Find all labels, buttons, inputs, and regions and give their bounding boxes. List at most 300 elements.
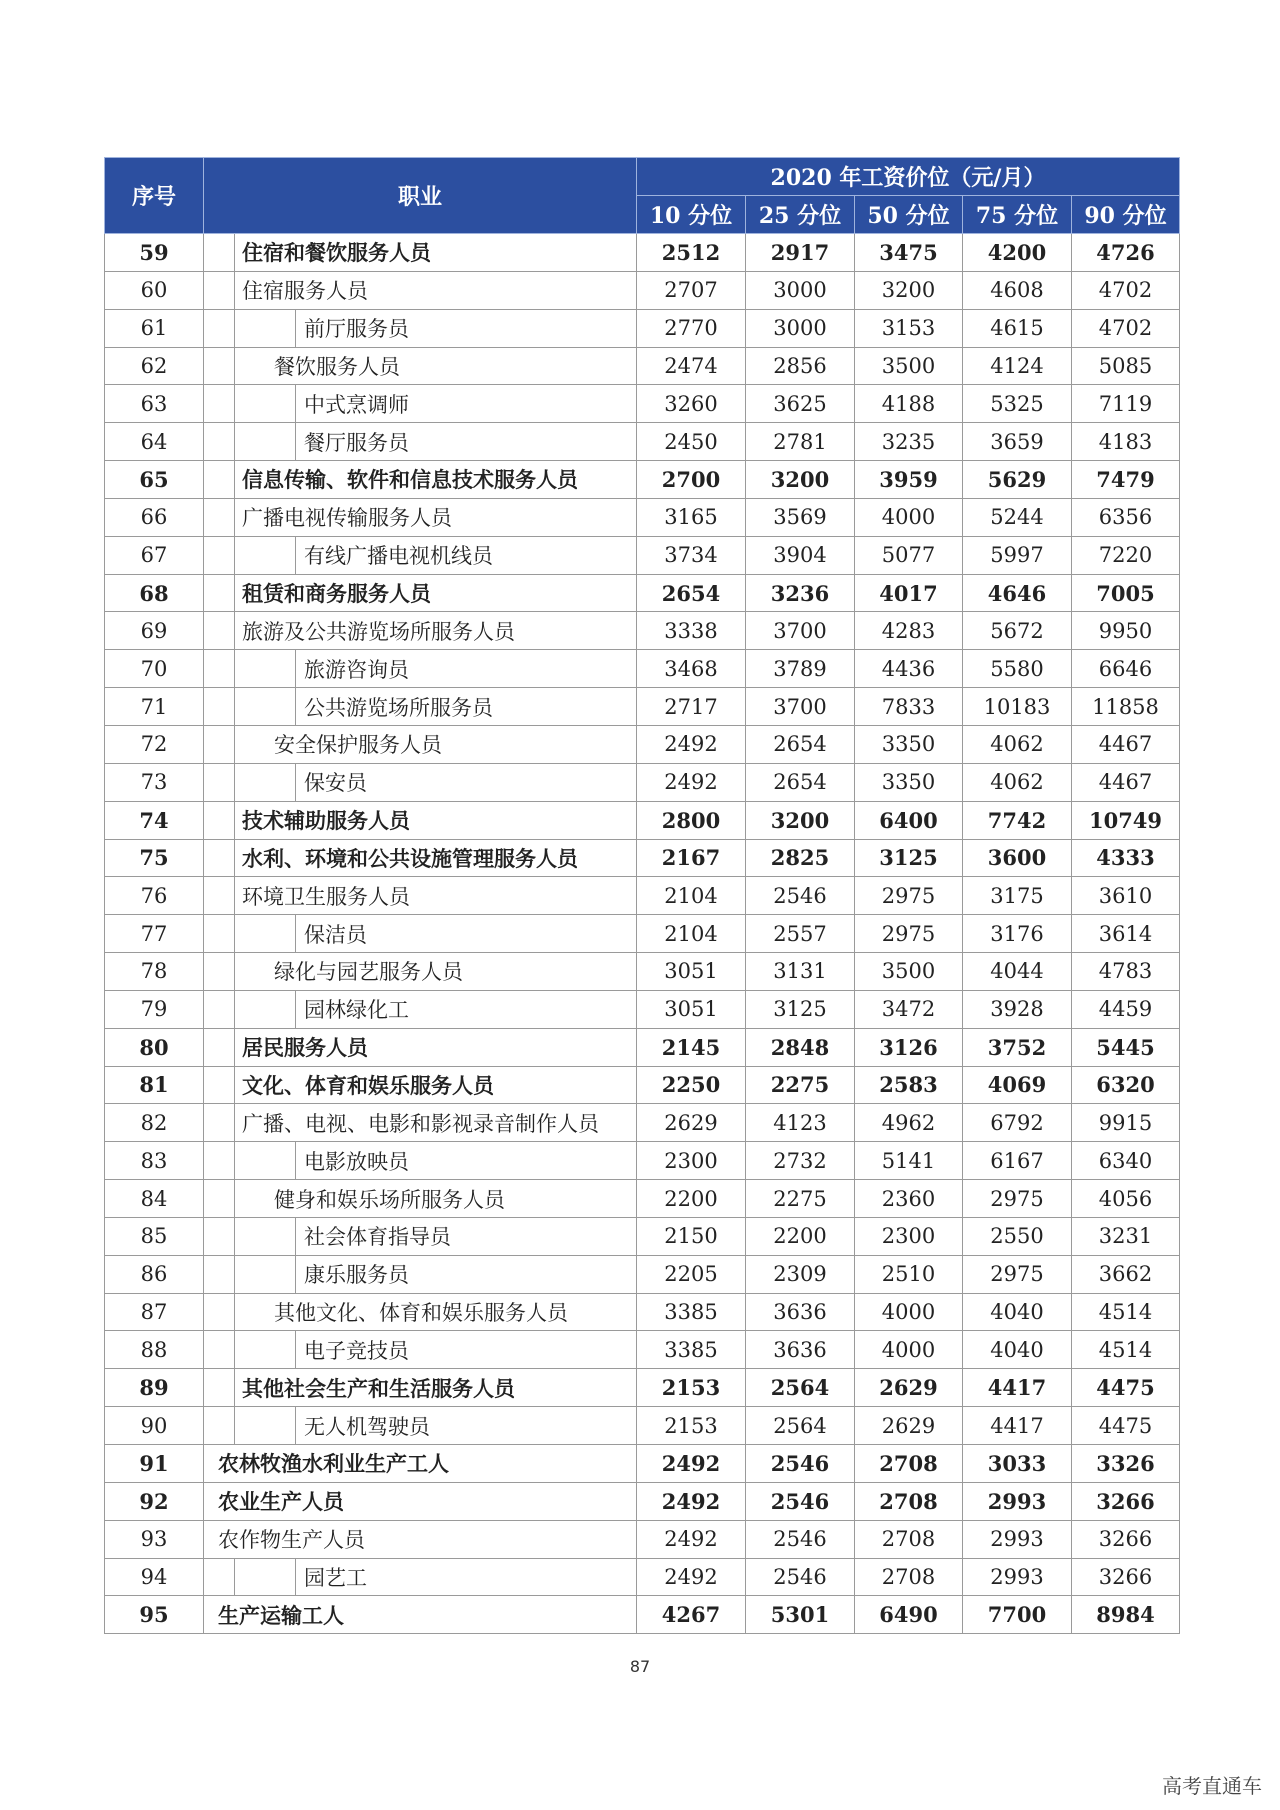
value-p25: 2200 (746, 1217, 855, 1255)
indent-rule (234, 423, 235, 460)
occupation-cell (204, 953, 637, 991)
value-p90: 11858 (1072, 688, 1180, 726)
table-row (105, 612, 1180, 650)
table-row (105, 877, 1180, 915)
indent-rule (234, 688, 235, 725)
indent-rule (234, 1331, 235, 1368)
value-p25: 3131 (746, 953, 855, 991)
table-body (105, 234, 1180, 1634)
value-p25: 2546 (746, 877, 855, 915)
occupation-cell (204, 574, 637, 612)
watermark: 高考直通车 (1162, 1774, 1262, 1798)
indent-rule (295, 1331, 296, 1368)
value-p50: 4017 (855, 574, 963, 612)
header-p75: 75 分位 (963, 196, 1072, 234)
occupation-name: 餐厅服务员 (304, 430, 409, 455)
occupation-cell (204, 612, 637, 650)
value-p50: 2708 (855, 1445, 963, 1483)
header-p10: 10 分位 (637, 196, 746, 234)
value-p50: 4000 (855, 1293, 963, 1331)
occupation-name: 园艺工 (304, 1565, 367, 1590)
table-row (105, 1028, 1180, 1066)
indent-rule (234, 1142, 235, 1179)
occupation-cell (204, 1445, 637, 1483)
value-p90: 4702 (1072, 271, 1180, 309)
value-p75: 4200 (963, 234, 1072, 272)
value-p90: 6356 (1072, 498, 1180, 536)
indent-rule (295, 1256, 296, 1293)
value-p90: 6340 (1072, 1142, 1180, 1180)
indent-rule (234, 1256, 235, 1293)
header-p90: 90 分位 (1072, 196, 1180, 234)
value-p75: 2550 (963, 1217, 1072, 1255)
occupation-cell (204, 650, 637, 688)
indent-rule (234, 726, 235, 763)
occupation-name: 保洁员 (304, 922, 367, 947)
value-p10: 2150 (637, 1217, 746, 1255)
occupation-name: 餐饮服务人员 (274, 354, 400, 379)
value-p10: 2717 (637, 688, 746, 726)
value-p25: 3200 (746, 801, 855, 839)
indent-rule (234, 575, 235, 612)
row-number: 92 (105, 1482, 204, 1520)
value-p10: 2250 (637, 1066, 746, 1104)
table-row (105, 650, 1180, 688)
value-p25: 2564 (746, 1407, 855, 1445)
value-p25: 2557 (746, 915, 855, 953)
table-row (105, 1482, 1180, 1520)
value-p75: 4608 (963, 271, 1072, 309)
occupation-name: 住宿服务人员 (242, 279, 368, 304)
row-number: 89 (105, 1369, 204, 1407)
indent-rule (295, 764, 296, 801)
value-p75: 7700 (963, 1596, 1072, 1634)
occupation-name: 居民服务人员 (242, 1035, 368, 1061)
indent-rule (234, 915, 235, 952)
indent-rule (295, 310, 296, 347)
table-row (105, 725, 1180, 763)
value-p50: 2510 (855, 1255, 963, 1293)
value-p90: 5445 (1072, 1028, 1180, 1066)
value-p50: 4436 (855, 650, 963, 688)
occupation-name: 绿化与园艺服务人员 (274, 960, 463, 985)
value-p10: 2450 (637, 423, 746, 461)
occupation-name: 康乐服务员 (304, 1263, 409, 1288)
value-p90: 4056 (1072, 1180, 1180, 1218)
indent-rule (295, 423, 296, 460)
table-row (105, 574, 1180, 612)
indent-rule (295, 688, 296, 725)
value-p75: 4417 (963, 1407, 1072, 1445)
row-number: 64 (105, 423, 204, 461)
row-number: 86 (105, 1255, 204, 1293)
occupation-cell (204, 1293, 637, 1331)
row-number: 75 (105, 839, 204, 877)
value-p50: 6490 (855, 1596, 963, 1634)
indent-rule (234, 877, 235, 914)
value-p75: 3175 (963, 877, 1072, 915)
value-p50: 7833 (855, 688, 963, 726)
value-p25: 5301 (746, 1596, 855, 1634)
value-p90: 4514 (1072, 1331, 1180, 1369)
row-number: 80 (105, 1028, 204, 1066)
value-p25: 2275 (746, 1180, 855, 1218)
table-row (105, 1558, 1180, 1596)
occupation-name: 中式烹调师 (304, 392, 409, 417)
value-p90: 3266 (1072, 1482, 1180, 1520)
value-p90: 4467 (1072, 763, 1180, 801)
value-p50: 2300 (855, 1217, 963, 1255)
occupation-name: 生产运输工人 (218, 1602, 344, 1628)
indent-rule (295, 1218, 296, 1255)
value-p25: 2917 (746, 234, 855, 272)
row-number: 93 (105, 1520, 204, 1558)
value-p90: 7479 (1072, 461, 1180, 499)
occupation-name: 公共游览场所服务员 (304, 695, 493, 720)
value-p10: 3338 (637, 612, 746, 650)
value-p90: 6320 (1072, 1066, 1180, 1104)
value-p10: 2200 (637, 1180, 746, 1218)
table-row (105, 498, 1180, 536)
value-p25: 2732 (746, 1142, 855, 1180)
occupation-cell (204, 423, 637, 461)
table-header (105, 158, 1180, 234)
indent-rule (234, 840, 235, 877)
occupation-cell (204, 1028, 637, 1066)
occupation-cell (204, 1596, 637, 1634)
value-p50: 3959 (855, 461, 963, 499)
value-p75: 4040 (963, 1331, 1072, 1369)
row-number: 62 (105, 347, 204, 385)
value-p25: 3200 (746, 461, 855, 499)
value-p10: 2770 (637, 309, 746, 347)
occupation-cell (204, 498, 637, 536)
table-row (105, 688, 1180, 726)
row-number: 94 (105, 1558, 204, 1596)
value-p75: 10183 (963, 688, 1072, 726)
value-p25: 2856 (746, 347, 855, 385)
value-p25: 2546 (746, 1445, 855, 1483)
indent-rule (234, 1104, 235, 1141)
occupation-cell (204, 1180, 637, 1218)
indent-rule (234, 234, 235, 271)
value-p90: 3326 (1072, 1445, 1180, 1483)
value-p25: 2546 (746, 1558, 855, 1596)
value-p50: 3126 (855, 1028, 963, 1066)
row-number: 67 (105, 536, 204, 574)
value-p75: 6167 (963, 1142, 1072, 1180)
value-p90: 4783 (1072, 953, 1180, 991)
indent-rule (234, 612, 235, 649)
value-p10: 3051 (637, 990, 746, 1028)
table-row (105, 1142, 1180, 1180)
row-number: 88 (105, 1331, 204, 1369)
occupation-name: 广播电视传输服务人员 (242, 506, 452, 531)
indent-rule (295, 991, 296, 1028)
table-row (105, 1331, 1180, 1369)
table-row (105, 423, 1180, 461)
value-p50: 2975 (855, 915, 963, 953)
value-p90: 4726 (1072, 234, 1180, 272)
value-p90: 6646 (1072, 650, 1180, 688)
value-p10: 2300 (637, 1142, 746, 1180)
value-p10: 2492 (637, 1482, 746, 1520)
value-p25: 3700 (746, 688, 855, 726)
occupation-cell (204, 1255, 637, 1293)
indent-rule (234, 802, 235, 839)
occupation-name: 健身和娱乐场所服务人员 (274, 1187, 505, 1212)
row-number: 61 (105, 309, 204, 347)
header-occupation: 职业 (204, 158, 637, 234)
value-p75: 5244 (963, 498, 1072, 536)
value-p90: 4459 (1072, 990, 1180, 1028)
value-p25: 3125 (746, 990, 855, 1028)
value-p50: 2708 (855, 1558, 963, 1596)
occupation-name: 环境卫生服务人员 (242, 884, 410, 909)
value-p10: 2167 (637, 839, 746, 877)
occupation-name: 农业生产人员 (218, 1489, 344, 1515)
table-row (105, 953, 1180, 991)
indent-rule (234, 310, 235, 347)
indent-rule (234, 348, 235, 385)
value-p75: 4069 (963, 1066, 1072, 1104)
value-p10: 2104 (637, 877, 746, 915)
row-number: 72 (105, 725, 204, 763)
occupation-cell (204, 1407, 637, 1445)
occupation-name: 前厅服务员 (304, 317, 409, 342)
value-p10: 2153 (637, 1407, 746, 1445)
value-p90: 4333 (1072, 839, 1180, 877)
occupation-name: 有线广播电视机线员 (304, 544, 493, 569)
value-p90: 9915 (1072, 1104, 1180, 1142)
occupation-name: 电子竞技员 (304, 1338, 409, 1363)
value-p10: 2205 (637, 1255, 746, 1293)
value-p90: 7119 (1072, 385, 1180, 423)
row-number: 65 (105, 461, 204, 499)
row-number: 63 (105, 385, 204, 423)
occupation-name: 电影放映员 (304, 1149, 409, 1174)
value-p50: 3475 (855, 234, 963, 272)
value-p90: 4467 (1072, 725, 1180, 763)
row-number: 85 (105, 1217, 204, 1255)
occupation-name: 无人机驾驶员 (304, 1414, 430, 1439)
table-row (105, 1293, 1180, 1331)
row-number: 84 (105, 1180, 204, 1218)
occupation-name: 住宿和餐饮服务人员 (242, 240, 431, 266)
indent-rule (234, 1369, 235, 1406)
value-p50: 2975 (855, 877, 963, 915)
value-p75: 5997 (963, 536, 1072, 574)
table-row (105, 309, 1180, 347)
value-p10: 2700 (637, 461, 746, 499)
value-p90: 4702 (1072, 309, 1180, 347)
indent-rule (234, 537, 235, 574)
indent-rule (234, 1218, 235, 1255)
table-row (105, 1407, 1180, 1445)
table-row (105, 536, 1180, 574)
value-p25: 3000 (746, 309, 855, 347)
value-p75: 4615 (963, 309, 1072, 347)
value-p75: 2993 (963, 1520, 1072, 1558)
value-p10: 3734 (637, 536, 746, 574)
value-p90: 7005 (1072, 574, 1180, 612)
value-p25: 2564 (746, 1369, 855, 1407)
row-number: 74 (105, 801, 204, 839)
table-row (105, 801, 1180, 839)
occupation-name: 保安员 (304, 771, 367, 796)
table-row (105, 234, 1180, 272)
value-p90: 3266 (1072, 1520, 1180, 1558)
indent-rule (234, 650, 235, 687)
occupation-name: 水利、环境和公共设施管理服务人员 (242, 845, 578, 871)
occupation-name: 信息传输、软件和信息技术服务人员 (242, 467, 578, 493)
value-p10: 2492 (637, 1558, 746, 1596)
table-row (105, 1066, 1180, 1104)
value-p10: 2629 (637, 1104, 746, 1142)
indent-rule (234, 1559, 235, 1596)
occupation-cell (204, 915, 637, 953)
value-p75: 5672 (963, 612, 1072, 650)
value-p25: 2848 (746, 1028, 855, 1066)
occupation-cell (204, 688, 637, 726)
occupation-cell (204, 1066, 637, 1104)
occupation-cell (204, 877, 637, 915)
occupation-name: 园林绿化工 (304, 998, 409, 1023)
value-p75: 6792 (963, 1104, 1072, 1142)
value-p50: 3472 (855, 990, 963, 1028)
header-seq: 序号 (105, 158, 204, 234)
value-p90: 3610 (1072, 877, 1180, 915)
value-p10: 3165 (637, 498, 746, 536)
row-number: 82 (105, 1104, 204, 1142)
value-p25: 2781 (746, 423, 855, 461)
value-p75: 4124 (963, 347, 1072, 385)
value-p90: 4475 (1072, 1407, 1180, 1445)
value-p50: 4188 (855, 385, 963, 423)
row-number: 60 (105, 271, 204, 309)
row-number: 90 (105, 1407, 204, 1445)
value-p25: 3625 (746, 385, 855, 423)
indent-rule (234, 1067, 235, 1104)
value-p10: 2153 (637, 1369, 746, 1407)
indent-rule (234, 385, 235, 422)
value-p10: 2104 (637, 915, 746, 953)
occupation-cell (204, 1104, 637, 1142)
indent-rule (295, 650, 296, 687)
page-number: 87 (629, 1657, 651, 1676)
value-p75: 5629 (963, 461, 1072, 499)
occupation-name: 租赁和商务服务人员 (242, 581, 431, 607)
value-p50: 3153 (855, 309, 963, 347)
occupation-cell (204, 725, 637, 763)
value-p50: 3350 (855, 763, 963, 801)
value-p90: 3614 (1072, 915, 1180, 953)
table-row (105, 1217, 1180, 1255)
value-p75: 2975 (963, 1255, 1072, 1293)
value-p90: 5085 (1072, 347, 1180, 385)
occupation-cell (204, 234, 637, 272)
value-p90: 10749 (1072, 801, 1180, 839)
row-number: 95 (105, 1596, 204, 1634)
value-p25: 3636 (746, 1331, 855, 1369)
occupation-name: 文化、体育和娱乐服务人员 (242, 1072, 494, 1098)
occupation-cell (204, 1142, 637, 1180)
occupation-cell (204, 461, 637, 499)
value-p50: 4283 (855, 612, 963, 650)
occupation-name: 农林牧渔水利业生产工人 (218, 1451, 449, 1477)
value-p50: 3235 (855, 423, 963, 461)
row-number: 69 (105, 612, 204, 650)
occupation-cell (204, 1482, 637, 1520)
row-number: 77 (105, 915, 204, 953)
value-p75: 3033 (963, 1445, 1072, 1483)
value-p75: 3659 (963, 423, 1072, 461)
row-number: 78 (105, 953, 204, 991)
indent-rule (295, 1407, 296, 1444)
value-p90: 3662 (1072, 1255, 1180, 1293)
indent-rule (234, 272, 235, 309)
table-row (105, 839, 1180, 877)
row-number: 87 (105, 1293, 204, 1331)
indent-rule (295, 385, 296, 422)
value-p50: 5141 (855, 1142, 963, 1180)
table-row (105, 347, 1180, 385)
value-p50: 2629 (855, 1369, 963, 1407)
indent-rule (295, 1142, 296, 1179)
occupation-cell (204, 1369, 637, 1407)
value-p10: 2492 (637, 763, 746, 801)
occupation-cell (204, 536, 637, 574)
row-number: 79 (105, 990, 204, 1028)
row-number: 83 (105, 1142, 204, 1180)
value-p75: 4044 (963, 953, 1072, 991)
value-p90: 3231 (1072, 1217, 1180, 1255)
value-p10: 3468 (637, 650, 746, 688)
occupation-name: 社会体育指导员 (304, 1225, 451, 1250)
occupation-cell (204, 385, 637, 423)
table-row (105, 1255, 1180, 1293)
occupation-cell (204, 1331, 637, 1369)
value-p50: 2629 (855, 1407, 963, 1445)
value-p10: 2492 (637, 1445, 746, 1483)
value-p75: 2993 (963, 1482, 1072, 1520)
value-p75: 3752 (963, 1028, 1072, 1066)
occupation-cell (204, 839, 637, 877)
occupation-cell (204, 309, 637, 347)
indent-rule (234, 953, 235, 990)
row-number: 70 (105, 650, 204, 688)
value-p25: 3789 (746, 650, 855, 688)
value-p75: 3600 (963, 839, 1072, 877)
indent-rule (234, 1029, 235, 1066)
occupation-cell (204, 801, 637, 839)
value-p90: 4514 (1072, 1293, 1180, 1331)
occupation-name: 其他文化、体育和娱乐服务人员 (274, 1301, 568, 1326)
table-row (105, 1445, 1180, 1483)
table-row (105, 1104, 1180, 1142)
value-p10: 2707 (637, 271, 746, 309)
table-row (105, 461, 1180, 499)
value-p50: 3500 (855, 347, 963, 385)
occupation-cell (204, 347, 637, 385)
indent-rule (234, 764, 235, 801)
value-p25: 2654 (746, 763, 855, 801)
value-p50: 3500 (855, 953, 963, 991)
value-p50: 6400 (855, 801, 963, 839)
value-p75: 4062 (963, 763, 1072, 801)
value-p75: 4646 (963, 574, 1072, 612)
table-row (105, 271, 1180, 309)
